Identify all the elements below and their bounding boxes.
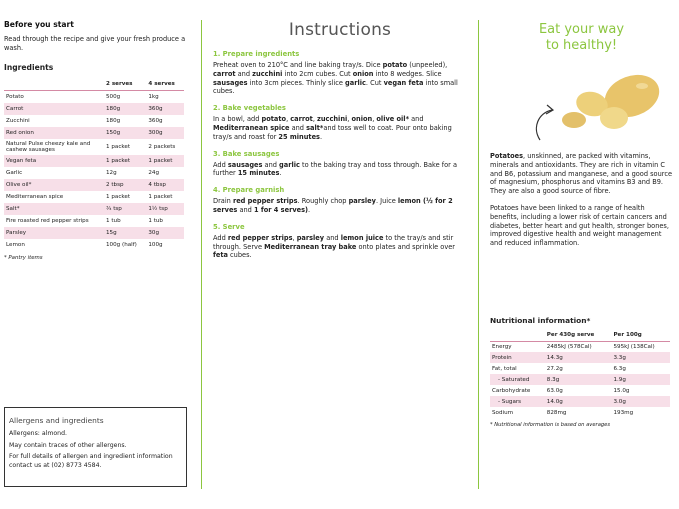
nutrient-per-serve: 8.3g xyxy=(545,374,612,385)
ingredient-4-serves: 1½ tsp xyxy=(146,203,184,215)
step-2-text: In a bowl, add potato, carrot, zucchini, onion, olive oil* and Mediterranean spice and salt*and toss well to coat. Pour onto baking tray/s and roast for 25 minutes. xyxy=(213,115,452,141)
potato-highlight xyxy=(636,83,648,89)
table-row xyxy=(490,407,670,418)
ingredient-2-serves: 1 tub xyxy=(106,217,121,224)
step-1-text: Preheat oven to 210°C and line baking tray/s. Dice potato (unpeeled), carrot and zucchini into 2cm cubes. Cut onion into 8 wedges. Slice sausages into 3cm pieces. Thinly slice garlic. Cut vegan feta into small cubes. xyxy=(213,61,458,96)
nutrient-name: - Sugars xyxy=(490,396,545,407)
step-3-text: Add sausages and garlic to the baking tray and toss through. Bake for a further 15 minutes. xyxy=(213,160,457,178)
table-row xyxy=(490,374,670,385)
ingredients-header-2-serves: 2 serves xyxy=(104,78,146,91)
nutrient-per-100g: 3.3g xyxy=(611,352,670,363)
potato-paragraph-2: Potatoes have been linked to a range of health benefits, including a lower risk of certain cancers and diabetes, better heart and gut health, stronger bones, improved digestive health and weight management and reduced inflammation. xyxy=(490,203,669,248)
ingredient-name: Potato xyxy=(6,93,24,100)
step-4-text: Drain red pepper strips. Roughly chop parsley. Juice lemon (½ for 2 serves and 1 for 4 serves). xyxy=(213,197,453,214)
ingredient-2-serves: 180g xyxy=(104,103,146,115)
allergen-contact-line: For full details of allergen and ingredient information contact us at (02) 8773 4584. xyxy=(9,453,173,469)
table-row xyxy=(4,91,184,103)
potato-icon xyxy=(530,58,679,148)
table-row xyxy=(4,179,184,191)
ingredient-name: Salt* xyxy=(4,203,104,215)
nutrient-per-100g: 193mg xyxy=(613,409,634,416)
table-row xyxy=(4,127,184,139)
ingredients-heading: Ingredients xyxy=(4,63,54,72)
ingredient-name: Carrot xyxy=(4,103,104,115)
ingredients-header-4-serves: 4 serves xyxy=(146,78,184,91)
ingredient-4-serves: 360g xyxy=(146,103,184,115)
nutrient-per-100g: 15.0g xyxy=(613,387,630,394)
ingredient-4-serves: 1 packet xyxy=(148,193,173,200)
ingredient-2-serves: 15g xyxy=(104,227,146,239)
nutrient-name: Fat, total xyxy=(492,365,517,372)
ingredient-2-serves: ¾ tsp xyxy=(104,203,146,215)
potato-illustration xyxy=(530,58,679,148)
arrow-curve xyxy=(536,110,552,140)
step-2-heading: 2. Bake vegetables xyxy=(213,104,286,113)
column-divider-left xyxy=(201,20,202,489)
ingredient-2-serves: 150g xyxy=(104,127,146,139)
nutrition-table xyxy=(490,329,670,419)
nutrient-per-serve: 63.0g xyxy=(546,387,563,394)
ingredient-name: Zucchini xyxy=(6,117,30,124)
health-title-line-1: Eat your way xyxy=(538,22,625,37)
ingredient-name: Fire roasted red pepper strips xyxy=(6,217,89,224)
table-row xyxy=(490,341,670,352)
ingredient-2-serves: 1 packet xyxy=(106,143,131,150)
ingredient-name: Lemon xyxy=(6,241,25,248)
ingredient-4-serves: 2 packets xyxy=(148,143,176,150)
ingredient-name: Natural Pulse cheezy kale and cashew sausages xyxy=(6,140,91,153)
ingredient-4-serves: 1 packet xyxy=(146,155,184,167)
nutrient-per-100g: 3.0g xyxy=(611,396,670,407)
ingredient-4-serves: 30g xyxy=(146,227,184,239)
nutrient-name: Energy xyxy=(492,344,512,351)
nutrient-name: Sodium xyxy=(492,409,514,416)
table-row xyxy=(4,239,184,251)
ingredients-header-row xyxy=(4,78,184,91)
nutrition-header-name xyxy=(490,329,545,342)
ingredient-2-serves: 100g (half) xyxy=(106,241,137,248)
nutrient-name: - Saturated xyxy=(490,374,545,385)
potato-small xyxy=(600,107,628,129)
ingredient-4-serves: 300g xyxy=(146,127,184,139)
nutrient-per-serve: 27.2g xyxy=(546,365,563,372)
nutrient-name: Protein xyxy=(490,352,545,363)
nutrition-header-row xyxy=(490,329,670,342)
ingredient-2-serves: 1 packet xyxy=(104,155,146,167)
allergen-traces-line: May contain traces of other allergens. xyxy=(9,441,127,449)
health-title xyxy=(490,22,673,54)
ingredient-2-serves: 180g xyxy=(106,117,121,124)
ingredient-4-serves: 100g xyxy=(148,241,163,248)
instructions-title: Instructions xyxy=(288,20,392,40)
arrow-head xyxy=(546,105,553,114)
ingredient-4-serves: 1 tub xyxy=(148,217,163,224)
ingredient-name: Parsley xyxy=(4,227,104,239)
nutrient-per-serve: 828mg xyxy=(546,409,567,416)
allergen-box xyxy=(4,407,187,487)
nutrient-per-100g: 6.3g xyxy=(613,365,626,372)
ingredient-2-serves: 2 tbsp xyxy=(104,179,146,191)
step-3-heading: 3. Bake sausages xyxy=(213,149,280,158)
table-row xyxy=(4,103,184,115)
instructions-column xyxy=(203,0,477,509)
step-1-heading: 1. Prepare ingredients xyxy=(213,50,300,58)
table-row xyxy=(4,167,184,179)
table-row xyxy=(4,191,184,203)
table-row xyxy=(4,215,184,227)
nutrient-per-serve: 2485kJ (578Cal) xyxy=(546,344,592,351)
table-row xyxy=(490,352,670,363)
nutrition-header-serve: Per 430g serve xyxy=(545,329,612,342)
table-row xyxy=(4,227,184,239)
step-5-text: Add red pepper strips, parsley and lemon juice to the tray/s and stir through. Serve Mediterranean tray bake onto plates and sprinkle over feta cubes. xyxy=(213,233,456,260)
nutrition-heading: Nutritional information* xyxy=(490,315,591,325)
column-divider-right xyxy=(478,20,479,489)
nutrient-name: Carbohydrate xyxy=(492,387,531,394)
ingredient-2-serves: 1 packet xyxy=(106,193,131,200)
step-4-heading: 4. Prepare garnish xyxy=(213,186,285,195)
nutrition-header-100g: Per 100g xyxy=(611,329,670,342)
nutrient-per-100g: 595kJ (138Cal) xyxy=(613,344,655,351)
step-5-heading: 5. Serve xyxy=(213,222,245,231)
nutrition-footnote: * Nutritional information is based on averages xyxy=(490,422,611,429)
right-column xyxy=(480,0,679,509)
table-row xyxy=(490,385,670,396)
pantry-footnote: * Pantry items xyxy=(4,254,43,261)
ingredient-name: Mediterranean spice xyxy=(6,193,64,200)
ingredient-name: Garlic xyxy=(6,169,23,176)
nutrient-per-serve: 14.3g xyxy=(545,352,612,363)
allergen-title: Allergens and ingredients xyxy=(9,416,104,425)
ingredient-name: Olive oil* xyxy=(4,179,104,191)
ingredient-2-serves: 12g xyxy=(106,169,117,176)
ingredient-name: Red onion xyxy=(4,127,104,139)
table-row xyxy=(4,203,184,215)
before-you-start-heading: Before you start xyxy=(4,20,74,29)
allergen-line: Allergens: almond. xyxy=(9,430,67,437)
table-row xyxy=(490,363,670,374)
before-you-start-text: Read through the recipe and give your fresh produce a wash. xyxy=(4,35,186,52)
ingredient-4-serves: 360g xyxy=(148,117,163,124)
nutrient-per-100g: 1.9g xyxy=(611,374,670,385)
table-row xyxy=(4,115,184,127)
table-row xyxy=(4,155,184,167)
ingredients-table xyxy=(4,78,184,251)
ingredient-name: Vegan feta xyxy=(4,155,104,167)
table-row xyxy=(490,396,670,407)
potato-paragraph-1: Potatoes, unskinned, are packed with vitamins, minerals and antioxidants. They are rich in vitamin C and B6, potassium and manganese, and a good source of magnesium, phosphorus and vitamins B3 and B9. They are also a good source of fibre. xyxy=(490,152,673,196)
nutrient-per-serve: 14.0g xyxy=(545,396,612,407)
ingredients-header-name xyxy=(4,78,104,91)
table-row xyxy=(4,139,184,155)
ingredient-2-serves: 500g xyxy=(106,93,121,100)
potato-tiny xyxy=(562,112,586,128)
ingredient-4-serves: 24g xyxy=(148,169,160,176)
health-title-line-2: to healthy! xyxy=(545,38,618,53)
ingredient-4-serves: 4 tbsp xyxy=(146,179,184,191)
ingredient-4-serves: 1kg xyxy=(148,93,159,100)
